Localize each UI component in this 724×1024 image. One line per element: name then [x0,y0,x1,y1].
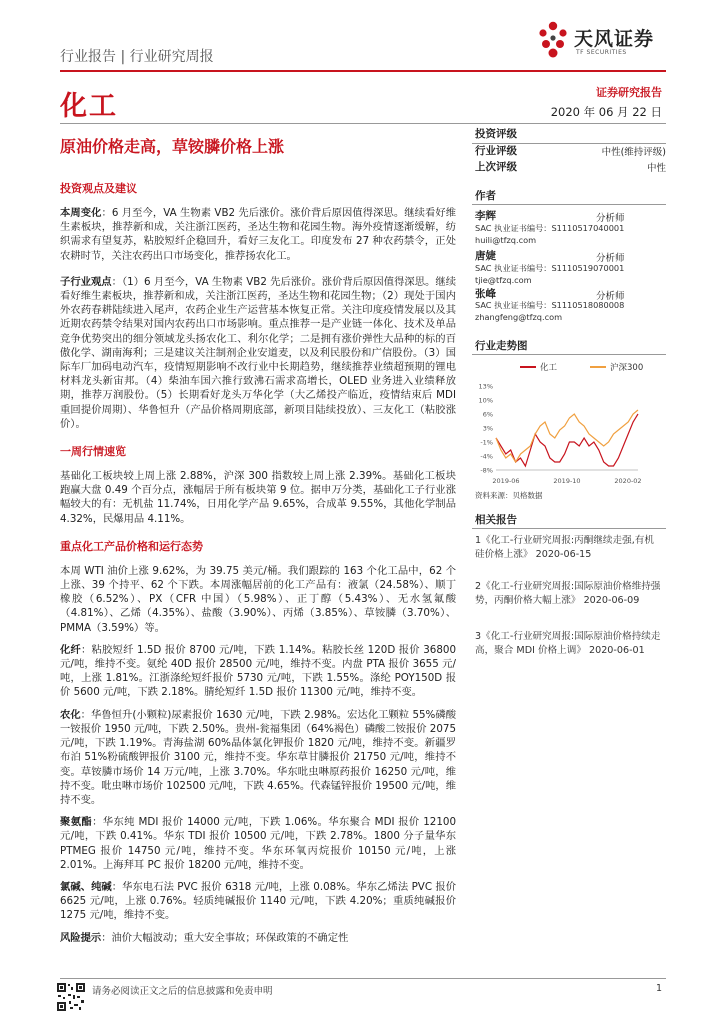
x-tick-label: 2019-10 [553,477,581,485]
x-tick-label: 2019-06 [492,477,520,485]
y-tick-label: -8% [480,466,493,475]
y-tick-label: 3% [482,424,493,433]
paragraph-text: ：6 月至今，VA 生物素 VB2 先后涨价。涨价背后原因值得深思。继续看好维生素板块，推荐新和成，关注浙江医药，圣达生物和花园生物。海外疫情逐渐缓解，纺织需求有望复苏，粘胶短纤企稳回升，看好三友化工。印度发布 27 种农药禁令，正处农耕时节，关注农药出口市场变化，推荐扬农化工。 [60,207,457,262]
rating-title: 投资评级 [475,128,517,140]
author-name: 唐婕 [475,250,496,262]
paragraph-prices: 本周 WTI 油价上涨 9.62%，为 39.75 美元/桶。我们跟踪的 163 个化工品中，62 个上涨、39 个持平、62 个下跌。本周涨幅居前的化工产品有：液氯（24.58%）、顺丁橡胶（6.52%）、PX（CFR 中国）（5.98%）、正丁醇（5.43%）、无水氢氟酸（4.81%）、乙烯（4.35%）、盐酸（3.90%）、丙烯（3.85%）、草铵膦（3.70%）、PMMA（3.59%）等。 [60,564,456,634]
prev-rating-value: 中性 [646,163,666,174]
logo-mark-icon [536,20,570,60]
section-title: 重点化工产品价格和运行态势 [60,539,203,553]
section-title: 一周行情速览 [60,445,126,459]
paragraph-label: 聚氨酯 [60,816,93,829]
paragraph-label: 农化 [60,708,81,721]
author-email[interactable]: huili@tfzq.com [475,235,537,245]
author-cert: SAC 执业证书编号：S1110519070001 [475,263,625,273]
y-tick-label: 13% [478,382,493,391]
section-title: 投资观点及建议 [60,182,137,195]
legend-label: 化工 [540,363,558,373]
paragraph-weekly-change [60,206,456,263]
report-type: 行业报告 | 行业研究周报 [60,49,214,65]
page-number: 1 [655,983,662,994]
y-tick-label: -1% [480,438,493,447]
authors-divider [472,204,666,205]
y-tick-label: -4% [480,452,493,461]
company-logo [536,16,686,64]
main-column [60,180,456,945]
author-cert: SAC 执业证书编号：S1110517040001 [475,223,625,233]
paragraph-text: ：华鲁恒升(小颗粒)尿素报价 1630 元/吨，下跌 2.98%。宏达化工颗粒 55%磷酸一铵报价 1950 元/吨，下跌 2.50%。贵州-瓮福集团（64%褐色）磷酸二铵报价 2075 元/吨，下跌 1.19%。青海盐湖 60%晶体氯化钾报价 1820 元/吨，维持不变。新疆罗布泊 51%粉硫酸钾报价 3100 元，维持不变。华东草甘膦报价 21750 元/吨，维持不变。草铵膦市场价 14 万元/吨，上涨 3.70%。华东吡虫啉原药报价 16250 元/吨，维持不变。吡虫啉市场价 102500 元/吨，下跌 4.65%。代森锰锌报价 19500 元/吨，维持不变。 [60,708,457,806]
header-divider [60,70,666,72]
author-name: 张峰 [475,288,496,300]
author-role: 分析师 [596,253,625,264]
y-tick-label: 10% [478,396,493,405]
paragraph-sub-industry [60,275,456,431]
paragraph-text: ：华东电石法 PVC 报价 6318 元/吨，上涨 0.08%。华东乙烯法 PVC 报价 6625 元/吨，上涨 0.76%。轻质纯碱报价 1140 元/吨，下跌 4.20%；重质纯碱报价 1275 元/吨，维持不变。 [60,880,456,922]
trend-divider [472,354,666,355]
paragraph-label: 本周变化 [60,207,102,219]
author-email[interactable]: tjie@tfzq.com [475,275,532,285]
paragraph-text: ：粘胶短纤 1.5D 报价 8700 元/吨，下跌 1.14%。粘胶长丝 120D 报价 36800 元/吨，维持不变。氨纶 40D 报价 28500 元/吨，维持不变。内盘 PTA 报价 3655 元/吨，上涨 1.81%。江浙涤纶短纤报价 5730 元/吨，下跌 1.55%。涤纶 POY150D 报价 5600 元/吨，下跌 2.18%。腈纶短纤 1.5D 报价 11300 元/吨，维持不变。 [60,643,457,699]
qr-code-icon [56,982,86,1012]
footer-disclaimer[interactable]: 请务必阅读正文之后的信息披露和免责申明 [92,986,273,997]
related-divider [472,528,666,529]
logo-english: TF SECURITIES [576,49,627,56]
headline: 原油价格走高，草铵膦价格上涨 [60,137,285,156]
paragraph-fiber [60,643,456,700]
report-date: 2020 年 06 月 22 日 [550,105,662,119]
legend-label: 沪深300 [610,363,644,373]
y-tick-label: 6% [482,410,493,419]
prev-rating-label: 上次评级 [475,161,517,173]
paragraph-polyurethane [60,815,456,872]
paragraph-chlor-alkali [60,880,456,923]
series-line [496,410,638,462]
author-cert: SAC 执业证书编号：S1110518080008 [475,300,625,310]
paragraph-text: ：（1）6 月至今，VA 生物素 VB2 先后涨价。涨价背后原因值得深思。继续看好维生素板块，推荐新和成，关注浙江医药，圣达生物和花园生物；（2）现处于国内外农药春耕陆续进入尾声，农药企业生产运营基本恢复正常。关注印度疫情发展以及其近期农药禁令结果对国内农药出口市场影响。重点推荐一是产业链一体化、技术及单品竞争优势突出的细分领域龙头扬农化工、利尔化学；二是拥有涨价弹性大品种的标的百傲化学、湖南海利；三是建议关注制剂企业安道麦，以及利民股份和广信股份。（3）国际车厂加码电动汽车，疫情短期影响不改行业中长期趋势，继续推荐业绩超预期的锂电材料龙头新宙邦。（4）柴油车国六推行致沸石需求高增长，OLED 业务进入业绩释放期，推荐万润股份。（5）长期看好龙头万华化学（大乙烯投产临近，疫情结束后 MDI 重回提价周期）、华鲁恒升（产品价格周期底部，新项目陆续投放）、三友化工（粘胶涨价）。 [60,275,457,430]
x-tick-label: 2020-02 [614,477,642,485]
title-divider [60,123,666,124]
trend-title: 行业走势图 [475,340,528,352]
author-name: 李辉 [475,210,496,222]
author-role: 分析师 [596,291,625,302]
paragraph-label: 子行业观点 [60,275,112,288]
paragraph-agrochem [60,708,456,807]
paragraph-label: 风险提示 [60,931,102,944]
rating-label: 行业评级 [475,145,517,157]
author-email[interactable]: zhangfeng@tfzq.com [475,312,563,322]
author-role: 分析师 [596,213,625,224]
paragraph-risk [60,931,456,945]
chart-source: 资料来源：贝格数据 [475,491,543,500]
footer-divider [60,978,666,979]
rating-value: 中性(维持评级) [601,147,666,158]
authors-title: 作者 [475,190,496,202]
paragraph-market: 基础化工板块较上周上涨 2.88%，沪深 300 指数较上周上涨 2.39%。基础化工板块跑赢大盘 0.49 个百分点，涨幅居于所有板块第 9 位。据申万分类，基础化工子行业涨幅较大的有：无机盐 11.74%，日用化学产品 9.65%，合成革 9.55%，其他化学制品 4.32%，民爆用品 4.11%。 [60,470,456,525]
paragraph-label: 氯碱、纯碱 [60,880,112,893]
paragraph-text: ：油价大幅波动；重大安全事故；环保政策的不确定性 [101,931,349,944]
logo-text: 天风证券 [574,28,655,50]
related-report[interactable]: 3《化工-行业研究周报:国际原油价格持续走高，聚合 MDI 价格上调》 2020-06-01 [475,631,661,656]
report-kind: 证券研究报告 [596,86,662,99]
related-report[interactable]: 2《化工-行业研究周报:国际原油价格维持强势，丙酮价格大幅上涨》 2020-06-09 [475,581,661,606]
trend-chart [472,358,666,486]
related-title: 相关报告 [475,514,517,526]
industry-title: 化工 [60,91,118,122]
related-report[interactable]: 1《化工-行业研究周报:丙酮继续走强,有机硅价格上涨》 2020-06-15 [475,535,654,560]
paragraph-label: 化纤 [60,643,82,656]
paragraph-text: ：华东纯 MDI 报价 14000 元/吨，下跌 1.06%。华东聚合 MDI 报价 12100 元/吨，下跌 0.41%。华东 TDI 报价 10500 元/吨，下跌 2.78%。1800 分子量华东 PTMEG 报价 14750 元/吨，维持不变。华东环氧丙烷报价 10150 元/吨，上涨 2.01%。上海拜耳 PC 报价 18200 元/吨，维持不变。 [60,816,457,871]
